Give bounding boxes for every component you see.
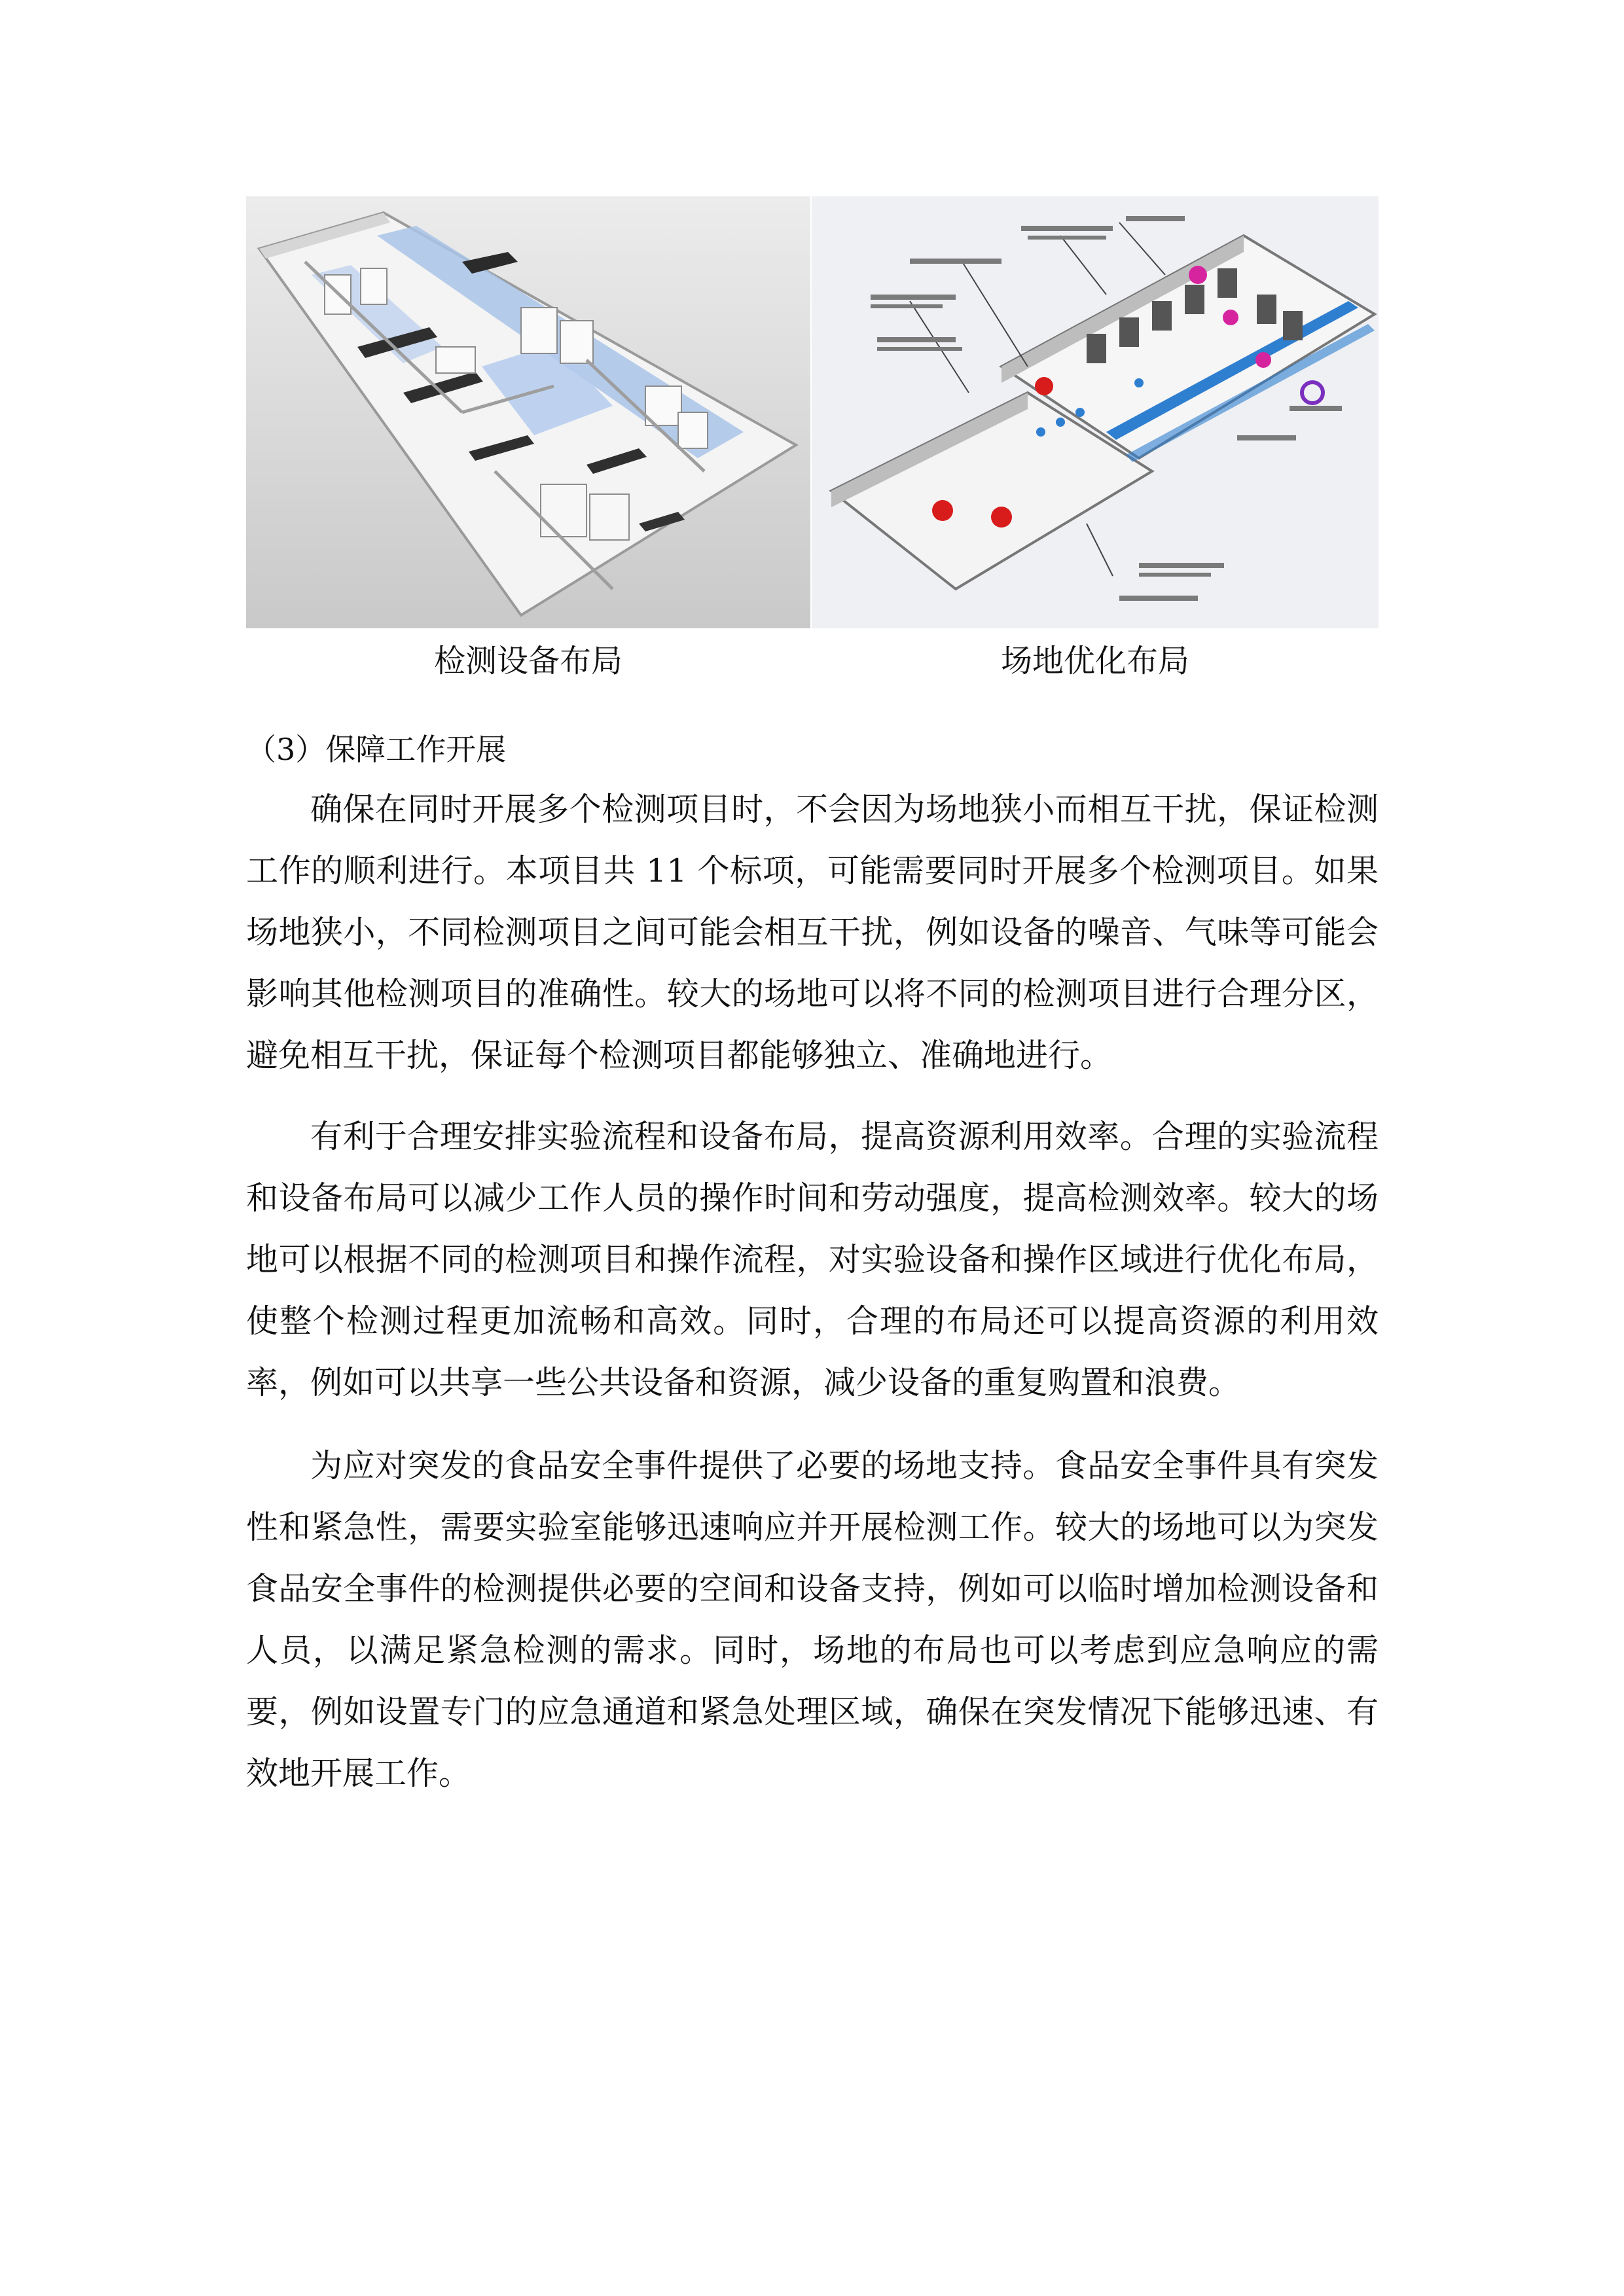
paragraph: 为应对突发的食品安全事件提供了必要的场地支持。食品安全事件具有突发性和紧急性，需要实验室能够迅速响应并开展检测工作。较大的场地可以为突发食品安全事件的检测提供必要的空间和设备支持，例如可以临时增加检测设备和人员，以满足紧急检测的需求。同时，场地的布局也可以考虑到应急响应的需要，例如设置专门的应急通道和紧急处理区域，确保在突发情况下能够迅速、有效地开展工作。 [246,1447,1379,1792]
equipment-layout-illustration [246,196,810,628]
figure-caption-equipment-layout: 检测设备布局 [433,643,623,679]
paragraph: 有利于合理安排实验流程和设备布局，提高资源利用效率。合理的实验流程和设备布局可以减少工作人员的操作时间和劳动强度，提高检测效率。较大的场地可以根据不同的检测项目和操作流程，对实验设备和操作区域进行优化布局，使整个检测过程更加流畅和高效。同时，合理的布局还可以提高资源的利用效率，例如可以共享一些公共设备和资源，减少设备的重复购置和浪费。 [246,1118,1379,1401]
paragraph: 确保在同时开展多个检测项目时，不会因为场地狭小而相互干扰，保证检测工作的顺利进行。本项目共 11 个标项，可能需要同时开展多个检测项目。如果场地狭小，不同检测项目之间可能会相互干扰，例如设备的噪音、气味等可能会影响其他检测项目的准确性。较大的场地可以将不同的检测项目进行合理分区，避免相互干扰，保证每个检测项目都能够独立、准确地进行。 [246,791,1379,1074]
section-heading: （3）保障工作开展 [246,732,507,767]
equipment-layout-image [246,196,810,628]
site-layout-illustration [812,196,1379,628]
figure-caption-site-layout: 场地优化布局 [1000,643,1189,679]
site-layout-image [812,196,1379,628]
